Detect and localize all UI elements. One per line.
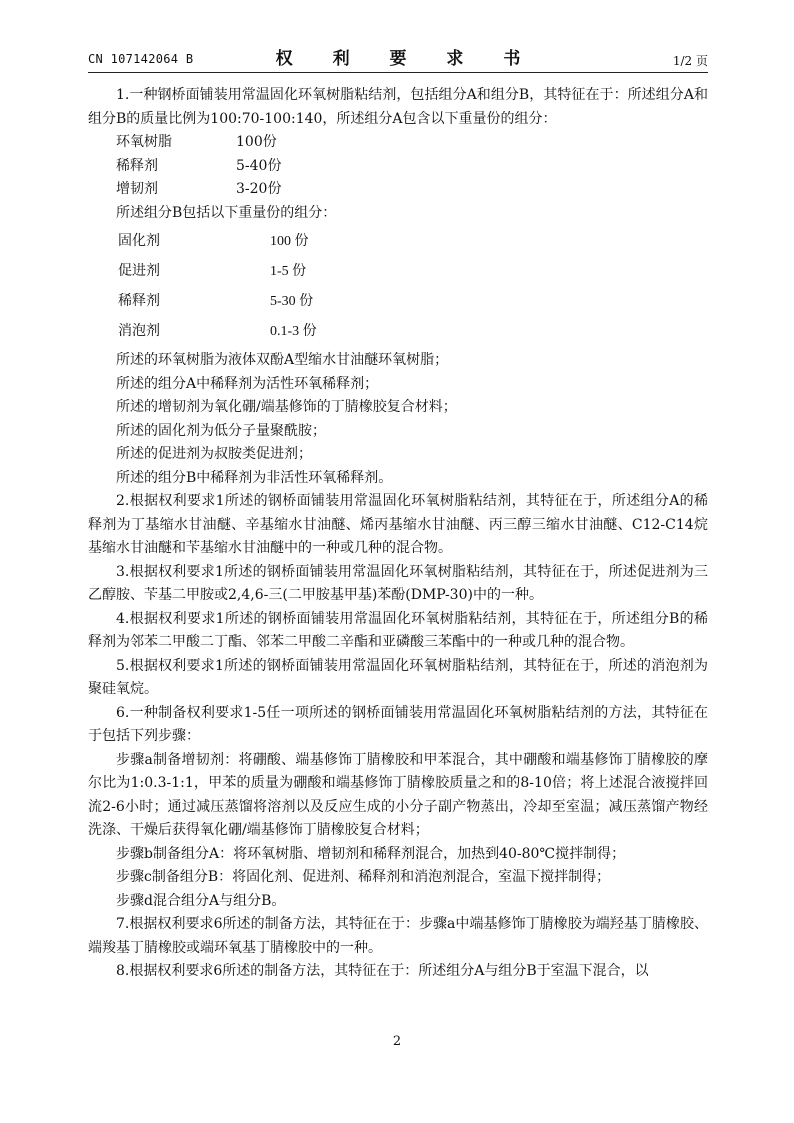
- component-a-table: [88, 131, 708, 202]
- component-name: 稀释剂: [116, 157, 158, 174]
- claim-6-step-c: 步骤c制备组分B：将固化剂、促进剂、稀释剂和消泡剂混合，室温下搅拌制得；: [116, 869, 611, 885]
- page-number: 2: [392, 1034, 402, 1049]
- document-title: 权 利 要 求 书: [275, 49, 538, 69]
- claim-6-step-b: 步骤b制备组分A：将环氧树脂、增韧剂和稀释剂混合，加热到40-80℃搅拌制得；: [116, 845, 626, 862]
- component-amount: 3-20份: [236, 181, 282, 197]
- claim-1-statement: 所述的促进剂为叔胺类促进剂；: [116, 446, 312, 462]
- component-name: 促进剂: [118, 263, 160, 280]
- page-header: [88, 44, 708, 70]
- publication-number: CN 107142064 B: [88, 52, 194, 66]
- page-count: 1/2 页: [672, 54, 708, 68]
- component-row: [118, 257, 708, 287]
- component-amount: 100份: [236, 134, 277, 150]
- component-b-table: [88, 227, 708, 347]
- claim-8: 8.根据权利要求6所述的制备方法，其特征在于：所述组分A与组分B于室温下混合，以: [116, 963, 649, 979]
- claim-7: 7.根据权利要求6所述的制备方法，其特征在于：步骤a中端基修饰丁腈橡胶为端羟基丁腈橡胶、端羧基丁腈橡胶或端环氧基丁腈橡胶中的一种。: [88, 916, 708, 956]
- claim-5: 5.根据权利要求1所述的钢桥面铺装用常温固化环氧树脂粘结剂，其特征在于，所述的消泡剂为聚硅氧烷。: [88, 657, 708, 697]
- component-row: [116, 155, 708, 179]
- claim-1-statement: 所述的组分B中稀释剂为非活性环氧稀释剂。: [116, 469, 393, 486]
- component-amount: 5-40份: [236, 157, 282, 174]
- claim-1-statement: 所述的固化剂为低分子量聚酰胺；: [116, 422, 326, 439]
- claims-body: [88, 84, 708, 984]
- component-amount: 1-5 份: [270, 264, 307, 280]
- component-name: 消泡剂: [118, 323, 160, 340]
- claim-3: 3.根据权利要求1所述的钢桥面铺装用常温固化环氧树脂粘结剂，其特征在于，所述促进剂为三乙醇胺、苄基二甲胺或2,4,6-三(二甲胺基甲基)苯酚(DMP-30)中的一种。: [88, 563, 708, 603]
- claim-1-intro: 1.一种钢桥面铺装用常温固化环氧树脂粘结剂，包括组分A和组分B，其特征在于：所述组分A和组分B的质量比例为100:70-100:140，所述组分A包含以下重量份的组分：: [88, 87, 708, 127]
- claim-2: 2.根据权利要求1所述的钢桥面铺装用常温固化环氧树脂粘结剂，其特征在于，所述组分A的稀释剂为丁基缩水甘油醚、辛基缩水甘油醚、烯丙基缩水甘油醚、丙三醇三缩水甘油醚、C12-C14烷基缩水甘油醚和苄基缩水甘油醚中的一种或几种的混合物。: [88, 493, 708, 556]
- claim-6-step-d: 步骤d混合组分A与组分B。: [116, 892, 286, 909]
- component-name: 环氧树脂: [116, 134, 172, 150]
- claim-4: 4.根据权利要求1所述的钢桥面铺装用常温固化环氧树脂粘结剂，其特征在于，所述组分B的稀释剂为邻苯二甲酸二丁酯、邻苯二甲酸二辛酯和亚磷酸三苯酯中的一种或几种的混合物。: [88, 610, 708, 650]
- claim-6-step-a: 步骤a制备增韧剂：将硼酸、端基修饰丁腈橡胶和甲苯混合，其中硼酸和端基修饰丁腈橡胶的摩尔比为1:0.3-1:1，甲苯的质量为硼酸和端基修饰丁腈橡胶质量之和的8-10倍；将上述混合液搅拌回流2-6小时；通过减压蒸馏将溶剂以及反应生成的小分子副产物蒸出，冷却至室温；减压蒸馏产物经洗涤、干燥后获得氧化硼/端基修饰丁腈橡胶复合材料；: [88, 751, 708, 838]
- component-name: 稀释剂: [118, 293, 160, 310]
- component-amount: 100 份: [270, 234, 309, 250]
- component-amount: 0.1-3 份: [270, 324, 317, 340]
- claim-6-intro: 6.一种制备权利要求1-5任一项所述的钢桥面铺装用常温固化环氧树脂粘结剂的方法，其特征在于包括下列步骤：: [88, 704, 708, 744]
- component-row: [116, 178, 708, 202]
- component-row: [118, 317, 708, 347]
- component-name: 增韧剂: [116, 181, 158, 197]
- component-amount: 5-30 份: [270, 294, 314, 310]
- component-row: [118, 287, 708, 317]
- header-rule: [88, 72, 708, 73]
- claim-1-statement: 所述的增韧剂为氧化硼/端基修饰的丁腈橡胶复合材料；: [116, 399, 457, 415]
- component-row: [116, 131, 708, 155]
- claim-1-statement: 所述的环氧树脂为液体双酚A型缩水甘油醚环氧树脂；: [116, 352, 449, 368]
- component-row: [118, 227, 708, 257]
- component-name: 固化剂: [118, 233, 160, 250]
- claim-1-statement: 所述的组分A中稀释剂为活性环氧稀释剂；: [116, 375, 379, 392]
- component-b-intro: 所述组分B包括以下重量份的组分：: [116, 204, 337, 221]
